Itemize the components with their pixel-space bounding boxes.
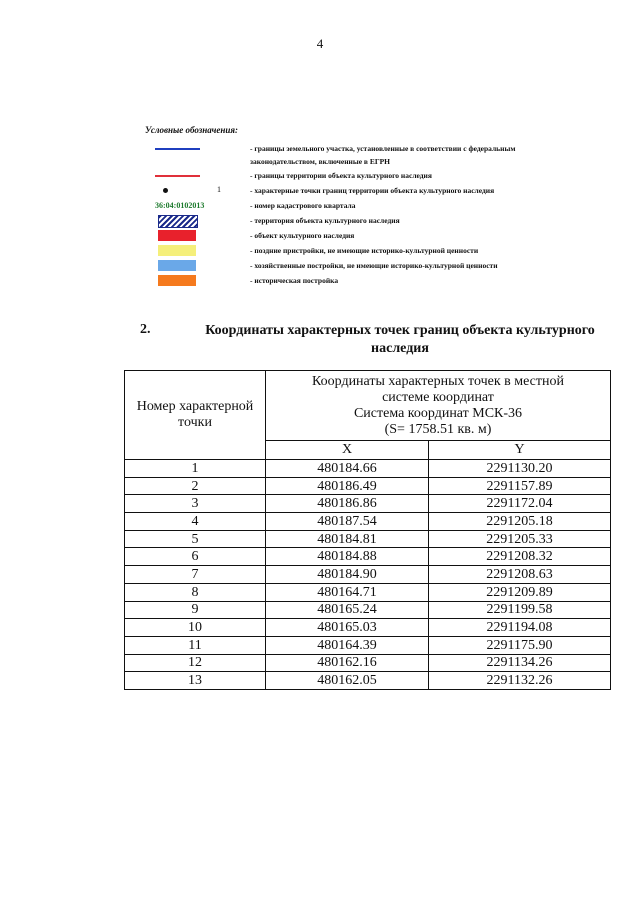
legend <box>0 0 640 300</box>
table-row <box>125 548 611 566</box>
table-row <box>125 477 611 495</box>
legend-item-heritage-boundary <box>155 169 615 183</box>
cadastral-number-label: 36:04:0102013 <box>155 201 205 210</box>
cell-y: 2291208.63 <box>429 566 611 584</box>
cell-y: 2291205.18 <box>429 513 611 531</box>
header-line: системе координат <box>382 389 494 405</box>
table-row <box>125 566 611 584</box>
cell-point-number: 10 <box>125 619 266 637</box>
cell-point-number: 7 <box>125 566 266 584</box>
blue-line-icon <box>155 148 200 150</box>
cell-y: 2291205.33 <box>429 530 611 548</box>
blue-swatch-icon <box>158 260 196 271</box>
header-coordinates <box>266 371 611 441</box>
legend-text: - территория объекта культурного наследия <box>250 216 400 225</box>
header-y: Y <box>429 441 611 460</box>
cell-y: 2291199.58 <box>429 601 611 619</box>
cell-x: 480165.24 <box>266 601 429 619</box>
cell-y: 2291208.32 <box>429 548 611 566</box>
cell-x: 480186.49 <box>266 477 429 495</box>
cell-y: 2291194.08 <box>429 619 611 637</box>
cell-x: 480165.03 <box>266 619 429 637</box>
table-row <box>125 601 611 619</box>
orange-swatch-icon <box>158 275 196 286</box>
table-row <box>125 530 611 548</box>
table-row <box>125 654 611 672</box>
legend-text: - историческая постройка <box>250 276 339 285</box>
hatched-swatch-icon <box>158 215 198 228</box>
cell-point-number: 4 <box>125 513 266 531</box>
header-x: X <box>266 441 429 460</box>
legend-title: Условные обозначения: <box>145 125 238 135</box>
cell-point-number: 12 <box>125 654 266 672</box>
legend-item-cadastral-quarter <box>155 199 615 213</box>
legend-item-late-extensions <box>155 244 615 258</box>
cell-x: 480184.88 <box>266 548 429 566</box>
cell-x: 480184.66 <box>266 460 429 478</box>
section-number: 2. <box>140 322 151 337</box>
page-number: 4 <box>316 36 324 51</box>
cell-x: 480184.81 <box>266 530 429 548</box>
cell-point-number: 13 <box>125 672 266 690</box>
point-dot-icon <box>163 188 168 193</box>
section-title-line: наследия <box>371 341 429 356</box>
legend-text: - хозяйственные постройки, не имеющие историко-культурной ценности <box>250 261 498 270</box>
table-row <box>125 495 611 513</box>
legend-text: - объект культурного наследия <box>250 231 355 240</box>
cell-x: 480186.86 <box>266 495 429 513</box>
legend-text: - границы земельного участка, установленные в соответствии с федеральным <box>250 144 516 153</box>
cell-point-number: 8 <box>125 583 266 601</box>
cell-x: 480184.90 <box>266 566 429 584</box>
cell-point-number: 11 <box>125 636 266 654</box>
legend-text: - границы территории объекта культурного наследия <box>250 171 432 180</box>
header-point-number: Номер характерной точки <box>125 371 266 460</box>
legend-item-parcel-boundary <box>155 142 615 156</box>
cell-point-number: 3 <box>125 495 266 513</box>
header-line: Система координат МСК-36 <box>353 405 523 421</box>
yellow-swatch-icon <box>158 245 196 256</box>
legend-item-historic-building <box>155 274 615 288</box>
cell-point-number: 6 <box>125 548 266 566</box>
cell-y: 2291175.90 <box>429 636 611 654</box>
legend-item-outbuildings <box>155 259 615 273</box>
cell-y: 2291130.20 <box>429 460 611 478</box>
cell-y: 2291209.89 <box>429 583 611 601</box>
legend-item-heritage-territory <box>155 214 615 228</box>
cell-x: 480164.39 <box>266 636 429 654</box>
cell-y: 2291157.89 <box>429 477 611 495</box>
legend-item-heritage-object <box>155 229 615 243</box>
table-row <box>125 460 611 478</box>
section-title-line: Координаты характерных точек границ объекта культурного <box>205 323 595 338</box>
cell-x: 480162.05 <box>266 672 429 690</box>
table-row <box>125 583 611 601</box>
cell-y: 2291132.26 <box>429 672 611 690</box>
section-title-text <box>180 322 620 358</box>
legend-item-parcel-boundary-cont <box>155 155 615 169</box>
cell-point-number: 1 <box>125 460 266 478</box>
header-line: Координаты характерных точек в местной <box>311 373 564 389</box>
cell-point-number: 5 <box>125 530 266 548</box>
header-line: (S= 1758.51 кв. м) <box>384 421 492 437</box>
cell-x: 480162.16 <box>266 654 429 672</box>
point-number-sample: 1 <box>217 185 221 194</box>
table-row <box>125 636 611 654</box>
table-row <box>125 619 611 637</box>
legend-text: - характерные точки границ территории объекта культурного наследия <box>250 186 495 195</box>
legend-text: законодательством, включенные в ЕГРН <box>250 157 391 166</box>
table-row <box>125 672 611 690</box>
legend-text: - поздние пристройки, не имеющие историко-культурной ценности <box>250 246 479 255</box>
red-swatch-icon <box>158 230 196 241</box>
legend-text: - номер кадастрового квартала <box>250 201 356 210</box>
red-line-icon <box>155 175 200 177</box>
table-row <box>125 513 611 531</box>
cell-x: 480187.54 <box>266 513 429 531</box>
cell-y: 2291172.04 <box>429 495 611 513</box>
legend-item-characteristic-points <box>155 184 615 198</box>
cell-x: 480164.71 <box>266 583 429 601</box>
coordinates-table <box>124 370 611 690</box>
cell-point-number: 2 <box>125 477 266 495</box>
cell-y: 2291134.26 <box>429 654 611 672</box>
cell-point-number: 9 <box>125 601 266 619</box>
